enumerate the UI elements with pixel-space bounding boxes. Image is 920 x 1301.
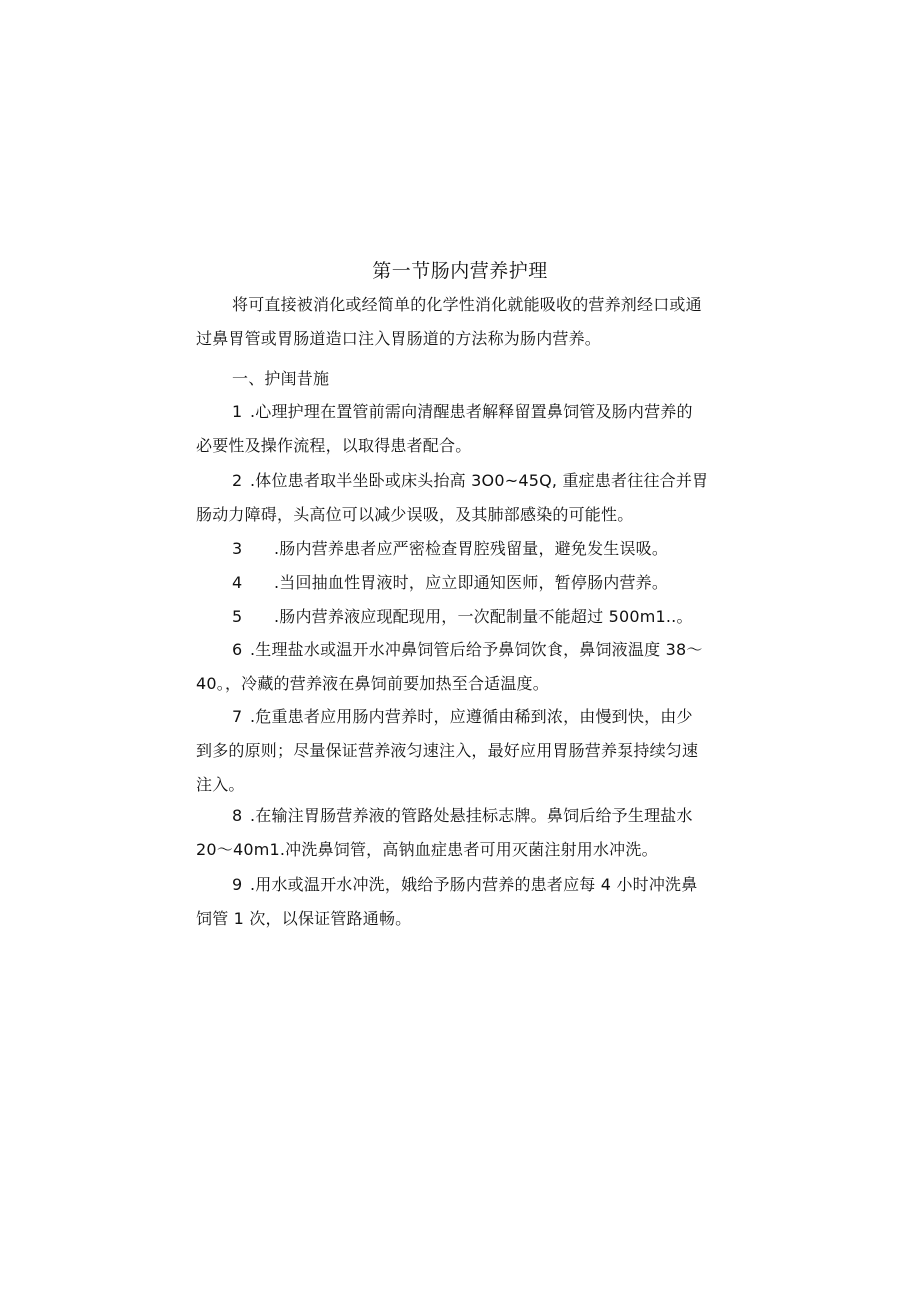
list-item-line [196,566,744,600]
list-item-number: 6 [232,640,243,659]
intro-line-2: 过鼻胃管或胃肠道造口注入胃肠道的方法称为肠内营养。 [196,329,602,348]
list-item-3 [196,532,744,566]
intro-paragraph [196,288,744,356]
list-item-line [196,799,744,833]
list-item-6 [196,633,744,701]
document-title: 第一节肠内营养护理 [372,260,548,282]
list-item-7 [196,700,744,802]
list-item-1 [196,395,744,463]
list-item-number: 2 [232,471,243,490]
list-item-number: 4 [232,573,243,592]
list-item-text: .当回抽血性胃液时，应立即通知医师，暂停肠内营养。 [274,573,669,592]
list-item-line [196,532,744,566]
list-item-line: 到多的原则；尽量保证营养液匀速注入，最好应用胃肠营养泵持续匀速 [196,741,699,760]
list-item-line: 40。，冷藏的营养液在鼻饲前要加热至合适温度。 [196,674,549,693]
list-item-line: 饲管 1 次，以保证管路通畅。 [196,909,412,928]
list-item-number: 1 [232,402,243,421]
list-item-text: .肠内营养患者应严密检查胃腔残留量，避免发生误吸。 [274,539,669,558]
list-item-line [196,868,744,902]
list-item-5 [196,600,744,634]
list-item-4 [196,566,744,600]
list-item-line [196,395,744,429]
list-item-line [196,464,744,498]
list-item-text: .肠内营养液应现配现用，一次配制量不能超过 500m1..。 [274,607,693,626]
list-item-line: 必要性及操作流程，以取得患者配合。 [196,436,472,455]
list-item-text: .危重患者应用肠内营养时，应遵循由稀到浓，由慢到快，由少 [250,707,693,726]
list-item-text: .体位患者取半坐卧或床头抬高 3O0~45Q, 重症患者往往合并胃 [250,471,709,490]
list-item-8 [196,799,744,867]
list-item-text: .心理护理在置管前需向清醒患者解释留置鼻饲管及肠内营养的 [250,402,693,421]
list-item-line [196,600,744,634]
list-item-number: 7 [232,707,243,726]
list-item-line: 肠动力障碍，头高位可以减少误吸，及其肺部感染的可能性。 [196,505,634,524]
section-heading: 一、护闺昔施 [232,369,330,388]
list-item-number: 3 [232,539,243,558]
list-item-text: .用水或温开水冲洗，娥给予肠内营养的患者应每 4 小时冲洗鼻 [250,875,698,894]
list-item-text: .在输注胃肠营养液的管路处悬挂标志牌。鼻饲后给予生理盐水 [250,806,693,825]
list-item-line [196,700,744,734]
list-item-line [196,633,744,667]
list-item-9 [196,868,744,936]
section-heading-block [196,362,744,396]
list-item-line: 注入。 [196,775,245,794]
list-item-number: 8 [232,806,243,825]
list-item-text: .生理盐水或温开水冲鼻饲管后给予鼻饲饮食，鼻饲液温度 38～ [250,640,703,659]
list-item-2 [196,464,744,532]
list-item-number: 5 [232,607,243,626]
list-item-line: 20～40m1.冲洗鼻饲管，高钠血症患者可用灭菌注射用水冲洗。 [196,840,658,859]
intro-line-1: 将可直接被消化或经简单的化学性消化就能吸收的营养剂经口或通 [232,295,702,314]
list-item-number: 9 [232,875,243,894]
